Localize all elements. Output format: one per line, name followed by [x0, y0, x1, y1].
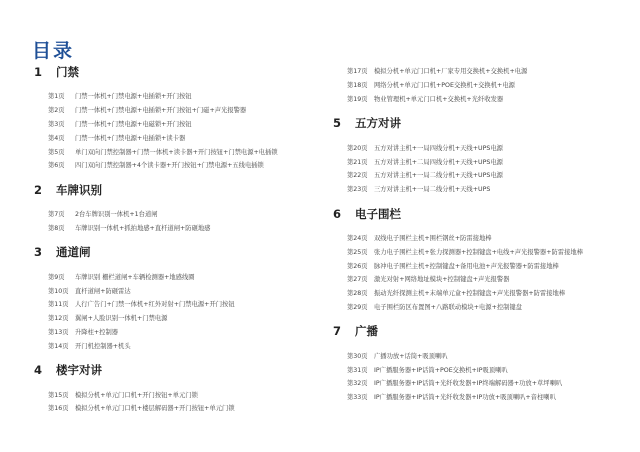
toc-entry[interactable] [34, 401, 314, 415]
toc-page-number: 第16页 [48, 405, 69, 413]
toc-entry-text: 电子围栏防区布置图+八路联动模块+电源+控制键盘 [374, 303, 523, 311]
toc-page-number: 第14页 [48, 342, 69, 350]
section-number: 6 [333, 206, 342, 221]
toc-page-number: 第15页 [48, 391, 69, 399]
toc-entry-text: IP广播服务器+IP话筒+POE交换机+IP吸顶喇叭 [374, 366, 508, 374]
toc-column-left [34, 64, 314, 415]
toc-entry-text: 三方对讲主机+一局二线分机+天线+UPS [374, 186, 491, 194]
toc-entry[interactable] [34, 130, 314, 144]
toc-page-number: 第20页 [347, 144, 368, 152]
toc-page-number: 第24页 [347, 234, 368, 242]
toc-section [34, 244, 314, 352]
toc-page-number: 第29页 [347, 303, 368, 311]
section-heading [34, 244, 314, 265]
toc-section [333, 64, 633, 105]
toc-page-number: 第12页 [48, 315, 69, 323]
toc-page-number: 第21页 [347, 158, 368, 166]
section-title: 电子围栏 [355, 206, 401, 221]
toc-page-number: 第10页 [48, 287, 69, 295]
toc-entry-text: 人行广告门+门禁一体机+红外对射+门禁电源+开门按钮 [75, 301, 235, 309]
toc-entry-text: 广播功放+话筒+吸顶喇叭 [374, 352, 448, 360]
toc-entry[interactable] [34, 207, 314, 221]
toc-entry-text: 五方对讲主机+一局二线分机+天线+UPS电源 [374, 172, 503, 180]
toc-page-number: 第1页 [48, 93, 65, 101]
toc-entry[interactable] [333, 244, 633, 258]
toc-page-number: 第2页 [48, 107, 65, 115]
section-title: 车牌识别 [56, 182, 102, 197]
toc-section [333, 323, 633, 403]
section-heading [34, 362, 314, 383]
toc-page-number: 第18页 [347, 82, 368, 90]
toc-page-number: 第4页 [48, 134, 65, 142]
toc-entry-text: 翼闸+人脸识别一体机+门禁电源 [75, 315, 168, 323]
toc-entry-text: 模拟分机+单元门口机+开门按钮+单元门锁 [75, 391, 198, 399]
toc-entry[interactable] [333, 390, 633, 404]
toc-page-number: 第13页 [48, 328, 69, 336]
toc-entry-text: 车牌识别一体机+抓拍地感+直杆道闸+防砸地感 [75, 224, 211, 232]
toc-entry[interactable] [333, 376, 633, 390]
section-heading [333, 206, 633, 227]
toc-entry-text: 四门双向门禁控制器+4个读卡器+开门按钮+门禁电源+五线电插锁 [75, 162, 264, 170]
toc-entry-text: 激光对射+网络地址模块+控制键盘+声光报警器 [374, 276, 510, 284]
toc-entry-text: 门禁一体机+门禁电源+电插锁+读卡器 [75, 134, 186, 142]
toc-entry-text: 2台车牌识别一体机+1台道闸 [75, 211, 158, 219]
toc-entry-text: 张力电子围栏主机+张力探测器+控制键盘+电线+声光报警器+防雷接地棒 [374, 248, 583, 256]
section-title: 广播 [355, 324, 378, 339]
toc-entry-text: 五方对讲主机+一局四线分机+天线+UPS电源 [374, 144, 503, 152]
toc-entry[interactable] [34, 283, 314, 297]
toc-entry[interactable] [34, 387, 314, 401]
toc-entry-text: 门禁一体机+门禁电源+电插锁+开门按钮+门磁+声光报警器 [75, 107, 247, 115]
toc-page-number: 第9页 [48, 273, 65, 281]
toc-entry-text: 模拟分机+单元门口机+厂家专用交换机+交换机+电源 [374, 68, 528, 76]
toc-entry[interactable] [34, 103, 314, 117]
page-title: 目录 [32, 40, 75, 62]
toc-entry[interactable] [333, 231, 633, 245]
toc-entry-text: 车牌识别 栅栏道闸+车辆检测器+地感线圈 [75, 273, 195, 281]
toc-entry[interactable] [333, 362, 633, 376]
section-heading [34, 64, 314, 85]
toc-page-number: 第32页 [347, 380, 368, 388]
section-title: 门禁 [56, 65, 79, 79]
toc-entry-text: 振动光纤探测主机+末端单元盒+控制键盘+声光报警器+防雷接地棒 [374, 290, 566, 298]
toc-entry[interactable] [34, 325, 314, 339]
section-number: 3 [34, 245, 43, 260]
section-heading [333, 115, 633, 136]
toc-entry-text: IP广播服务器+IP话筒+光纤收发器+IP终端解码器+功放+草坪喇叭 [374, 380, 563, 388]
toc-entry-text: 直杆道闸+防砸雷达 [75, 287, 131, 295]
toc-entry[interactable] [34, 297, 314, 311]
toc-entry-text: 五方对讲主机+二局四线分机+天线+UPS电源 [374, 158, 503, 166]
section-number: 4 [34, 363, 43, 378]
toc-entry[interactable] [333, 286, 633, 300]
toc-section [34, 182, 314, 235]
toc-entry-text: IP广播服务器+IP话筒+光纤收发器+IP功放+吸顶喇叭+音柱喇叭 [374, 394, 556, 402]
section-number: 5 [333, 116, 342, 131]
toc-page-number: 第17页 [347, 68, 368, 76]
section-title: 通道闸 [56, 245, 91, 260]
toc-page-number: 第8页 [48, 224, 65, 232]
toc-entry[interactable] [34, 221, 314, 235]
toc-entry[interactable] [333, 92, 633, 106]
toc-page-number: 第31页 [347, 366, 368, 374]
toc-page-number: 第26页 [347, 262, 368, 270]
toc-page-number: 第19页 [347, 95, 368, 103]
toc-entry[interactable] [333, 168, 633, 182]
toc-entry-text: 开门机控制器+机头 [75, 342, 131, 350]
toc-section [333, 206, 633, 314]
toc-entry-text: 网络分机+单元门口机+POE交换机+交换机+电源 [374, 82, 515, 90]
toc-entry[interactable] [34, 311, 314, 325]
section-number: 7 [333, 324, 342, 339]
section-title: 楼宇对讲 [56, 363, 102, 378]
toc-entry[interactable] [333, 348, 633, 362]
toc-entry-text: 门禁一体机+门禁电源+电磁锁+开门按钮 [75, 120, 192, 128]
toc-column-right [333, 64, 633, 404]
toc-page-number: 第7页 [48, 211, 65, 219]
toc-page-number: 第22页 [347, 172, 368, 180]
toc-entry-text: 双线电子围栏主机+围栏钢丝+防雷接地棒 [374, 234, 492, 242]
toc-entry[interactable] [34, 269, 314, 283]
toc-section [34, 64, 314, 172]
section-heading [34, 182, 314, 203]
toc-entry[interactable] [333, 64, 633, 78]
toc-page-number: 第6页 [48, 162, 65, 170]
section-number: 1 [34, 65, 43, 79]
toc-entry[interactable] [333, 154, 633, 168]
toc-page-number: 第28页 [347, 290, 368, 298]
toc-page-number: 第27页 [347, 276, 368, 284]
toc-entry[interactable] [333, 78, 633, 92]
toc-page-number: 第23页 [347, 186, 368, 194]
section-title: 五方对讲 [355, 116, 401, 131]
toc-section [333, 115, 633, 195]
toc-page-number: 第30页 [347, 352, 368, 360]
toc-section [34, 362, 314, 415]
toc-entry[interactable] [34, 158, 314, 172]
section-number: 2 [34, 182, 43, 197]
toc-entry-text: 升降柱+控制器 [75, 328, 119, 336]
toc-entry[interactable] [34, 89, 314, 103]
section-heading [333, 323, 633, 344]
toc-entry-text: 脉冲电子围栏主机+控制键盘+备用电池+声光报警器+防雷接地棒 [374, 262, 559, 270]
toc-page-number: 第11页 [48, 301, 69, 309]
toc-entry[interactable] [333, 182, 633, 196]
toc-entry[interactable] [34, 338, 314, 352]
toc-entry[interactable] [333, 272, 633, 286]
toc-entry[interactable] [333, 300, 633, 314]
toc-page-number: 第5页 [48, 148, 65, 156]
toc-entry[interactable] [333, 258, 633, 272]
toc-entry[interactable] [34, 117, 314, 131]
toc-entry[interactable] [333, 140, 633, 154]
toc-page-number: 第33页 [347, 394, 368, 402]
toc-entry[interactable] [34, 144, 314, 158]
toc-page-number: 第3页 [48, 120, 65, 128]
toc-entry-text: 物业管理机+单元门口机+交换机+光纤收发器 [374, 95, 504, 103]
toc-entry-text: 门禁一体机+门禁电源+电插锁+开门按钮 [75, 93, 192, 101]
toc-entry-text: 单门双向门禁控制器+门禁一体机+读卡器+开门按钮+门禁电源+电插锁 [75, 148, 278, 156]
toc-page-number: 第25页 [347, 248, 368, 256]
toc-entry-text: 模拟分机+单元门口机+楼层解码器+开门按钮+单元门锁 [75, 405, 235, 413]
